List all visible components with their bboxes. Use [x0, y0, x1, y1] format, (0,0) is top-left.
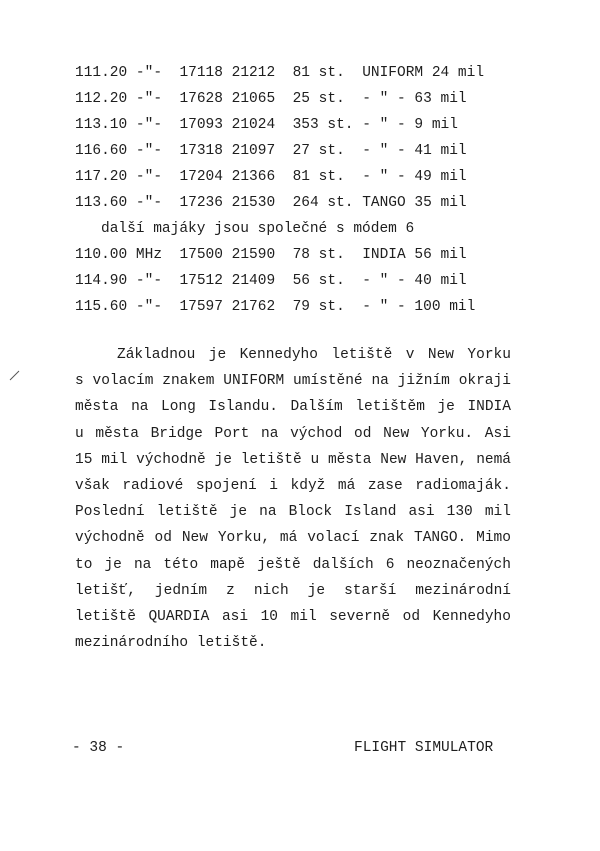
word: nemá: [476, 451, 511, 468]
beacon-row: [75, 294, 484, 320]
word: Mimo: [476, 530, 511, 547]
word: ještě: [257, 556, 301, 573]
frequency-cell: 114.90: [75, 273, 136, 289]
word: letiště: [331, 347, 393, 363]
distance-cell: - 9 mil: [397, 117, 458, 133]
coord-a-cell: 17318: [179, 143, 232, 159]
word: New: [181, 530, 208, 547]
coord-b-cell: 21530: [231, 195, 293, 211]
beacon-row: [75, 112, 484, 138]
paragraph-line: [75, 368, 511, 394]
word: od: [154, 530, 172, 547]
beacon-row: [75, 138, 484, 164]
coord-a-cell: 17500: [179, 247, 232, 263]
course-cell: 25 st.: [292, 91, 363, 107]
coord-b-cell: 21212: [231, 65, 293, 81]
word: na: [371, 373, 389, 390]
airport-description-paragraph: [75, 342, 511, 656]
word: však: [75, 477, 110, 494]
station-cell: - ": [362, 117, 398, 133]
paragraph-line: [75, 394, 511, 420]
pencil-mark-icon: [8, 368, 22, 382]
coord-b-cell: 21065: [231, 91, 293, 107]
frequency-cell: 113.60: [75, 195, 136, 211]
beacon-row: [75, 86, 484, 112]
distance-cell: 40 mil: [414, 273, 467, 289]
word: má: [279, 530, 298, 547]
word: od: [402, 608, 421, 625]
beacon-row: [75, 268, 484, 294]
word: neoznačených: [406, 556, 511, 573]
course-cell: 353 st.: [292, 117, 363, 133]
coord-a-cell: 17204: [179, 169, 232, 185]
paragraph-line: [75, 525, 511, 551]
word: Základnou: [117, 347, 196, 363]
coord-a-cell: 17118: [179, 65, 232, 81]
station-cell: - ": [362, 143, 398, 159]
word: mil: [484, 504, 511, 521]
unit-cell: -"-: [135, 143, 180, 159]
paragraph-line: [75, 578, 511, 604]
word: Long: [161, 399, 196, 416]
word: New: [383, 425, 410, 442]
word: volací: [307, 530, 360, 547]
coord-a-cell: 17512: [179, 273, 232, 289]
word: má: [337, 477, 356, 494]
beacon-row: [75, 60, 484, 86]
course-cell: 27 st.: [292, 143, 363, 159]
station-cell: - ": [362, 169, 398, 185]
coord-a-cell: 17597: [179, 299, 232, 315]
word: východ: [290, 425, 343, 442]
word: 130: [446, 504, 473, 521]
word: asi: [408, 504, 435, 521]
coord-a-cell: 17628: [179, 91, 232, 107]
word: 10: [260, 608, 278, 625]
word: města: [75, 399, 119, 416]
course-cell: 81 st.: [292, 169, 363, 185]
beacon-note: další majáky jsou společné s módem 6: [101, 221, 415, 237]
word: na: [131, 399, 149, 416]
word: města: [327, 451, 372, 468]
word: letišť,: [75, 582, 136, 599]
distance-cell: - 49 mil: [397, 169, 467, 185]
word: Yorku: [467, 347, 511, 363]
word: UNIFORM: [223, 373, 285, 390]
word: Port: [214, 425, 250, 442]
word: letiště.: [196, 635, 267, 652]
word: Block: [288, 504, 333, 521]
word: 15: [75, 451, 93, 468]
word: je: [208, 347, 227, 363]
word: je: [437, 399, 455, 416]
course-cell: 79 st.: [292, 299, 363, 315]
word: letištěm: [355, 399, 425, 416]
word: je: [229, 504, 248, 521]
paragraph-line: [75, 342, 511, 368]
word: okraji: [458, 373, 511, 390]
page-number: - 38 -: [72, 740, 125, 756]
coord-b-cell: 21366: [231, 169, 293, 185]
word: východně: [75, 530, 145, 547]
word: volacím: [92, 373, 154, 390]
course-cell: 78 st.: [292, 247, 363, 263]
coord-b-cell: 21590: [231, 247, 293, 263]
word: města: [95, 425, 139, 442]
word: východně: [136, 451, 206, 468]
word: radiomaják.: [415, 477, 511, 494]
word: v: [405, 347, 415, 363]
word: spojení: [195, 477, 257, 494]
word: Kennedyho: [239, 347, 318, 363]
word: 6: [385, 556, 395, 573]
word: je: [307, 582, 326, 599]
distance-cell: 24 mil: [431, 65, 485, 81]
word: New: [427, 347, 454, 363]
beacon-row: [75, 164, 484, 190]
frequency-cell: 117.20: [75, 169, 136, 185]
frequency-cell: 112.20: [75, 91, 136, 107]
unit-cell: -"-: [135, 195, 180, 211]
word: u: [310, 451, 320, 468]
frequency-cell: 113.10: [75, 117, 136, 133]
frequency-cell: 110.00: [75, 247, 136, 263]
word: mezinárodní: [415, 582, 511, 599]
course-cell: 264 st.: [292, 195, 363, 211]
paragraph-line: [75, 604, 511, 630]
word: mezinárodního: [75, 635, 197, 652]
word: Bridge: [150, 425, 203, 442]
word: TANGO.: [414, 530, 467, 547]
unit-cell: -"-: [135, 169, 180, 185]
coord-b-cell: 21409: [231, 273, 293, 289]
word: Kennedyho: [432, 608, 511, 625]
word: Yorku.: [420, 425, 474, 442]
distance-cell: 100 mil: [414, 299, 476, 315]
word: i: [269, 477, 278, 494]
unit-cell: -"-: [135, 91, 180, 107]
paragraph-line: [75, 630, 511, 656]
word: je: [214, 451, 232, 468]
coord-b-cell: 21024: [231, 117, 293, 133]
word: Poslední: [75, 504, 145, 521]
unit-cell: -"-: [135, 117, 180, 133]
coord-b-cell: 21097: [231, 143, 293, 159]
station-cell: UNIFORM: [362, 65, 432, 81]
word: mapě: [210, 556, 246, 573]
station-cell: - " -: [362, 299, 415, 315]
coord-a-cell: 17093: [179, 117, 232, 133]
word: Island: [344, 504, 397, 521]
unit-cell: -"-: [135, 273, 180, 289]
unit-cell: -"-: [135, 65, 180, 81]
word: této: [163, 556, 199, 573]
word: na: [259, 504, 277, 521]
paragraph-line: [75, 447, 511, 473]
word: INDIA: [467, 399, 511, 416]
word: s: [75, 373, 84, 390]
word: mil: [101, 451, 128, 468]
word: dalších: [312, 556, 374, 573]
word: starší: [344, 582, 397, 599]
beacon-row: [75, 190, 484, 216]
word: zase: [367, 477, 403, 494]
coord-b-cell: 21762: [231, 299, 293, 315]
frequency-cell: 111.20: [75, 65, 136, 81]
word: když: [290, 477, 326, 494]
word: radiové: [122, 477, 184, 494]
paragraph-line: [75, 552, 511, 578]
word: severně: [329, 608, 391, 625]
unit-cell: MHz: [135, 247, 180, 263]
word: je: [104, 556, 122, 573]
station-cell: - " -: [362, 273, 415, 289]
course-cell: 56 st.: [292, 273, 363, 289]
word: umístěné: [293, 373, 363, 390]
word: Dalším: [290, 399, 343, 416]
paragraph-line: [75, 421, 511, 447]
distance-cell: 56 mil: [414, 247, 467, 263]
distance-cell: - 63 mil: [397, 91, 467, 107]
word: QUARDIA: [148, 608, 210, 625]
word: na: [133, 556, 152, 573]
frequency-cell: 115.60: [75, 299, 136, 315]
word: letiště: [75, 608, 136, 625]
word: New: [380, 451, 407, 468]
word: letiště: [240, 451, 302, 468]
course-cell: 81 st.: [292, 65, 363, 81]
word: z: [226, 582, 235, 599]
distance-cell: 35 mil: [414, 195, 467, 211]
word: znakem: [162, 373, 215, 390]
word: mil: [290, 608, 317, 625]
word: od: [354, 425, 372, 442]
word: Haven,: [415, 451, 468, 468]
paragraph-line: [75, 499, 511, 525]
word: Asi: [484, 425, 511, 442]
word: letiště: [156, 504, 218, 521]
word: Islandu.: [208, 399, 278, 416]
station-cell: TANGO: [362, 195, 415, 211]
word: znak: [369, 530, 405, 547]
word: u: [75, 425, 84, 442]
station-cell: INDIA: [362, 247, 415, 263]
beacon-row: [75, 242, 484, 268]
coord-a-cell: 17236: [179, 195, 232, 211]
word: to: [75, 556, 93, 573]
station-cell: - ": [362, 91, 398, 107]
unit-cell: -"-: [135, 299, 180, 315]
frequency-cell: 116.60: [75, 143, 136, 159]
word: Yorku,: [217, 530, 271, 547]
paragraph-line: [75, 473, 511, 499]
document-title: FLIGHT SIMULATOR: [354, 740, 494, 756]
word: nich: [253, 582, 289, 599]
word: asi: [221, 608, 249, 625]
word: jedním: [154, 582, 208, 599]
word: na: [261, 425, 279, 442]
word: jižním: [397, 373, 450, 390]
distance-cell: - 41 mil: [397, 143, 467, 159]
beacon-table: [75, 60, 484, 320]
